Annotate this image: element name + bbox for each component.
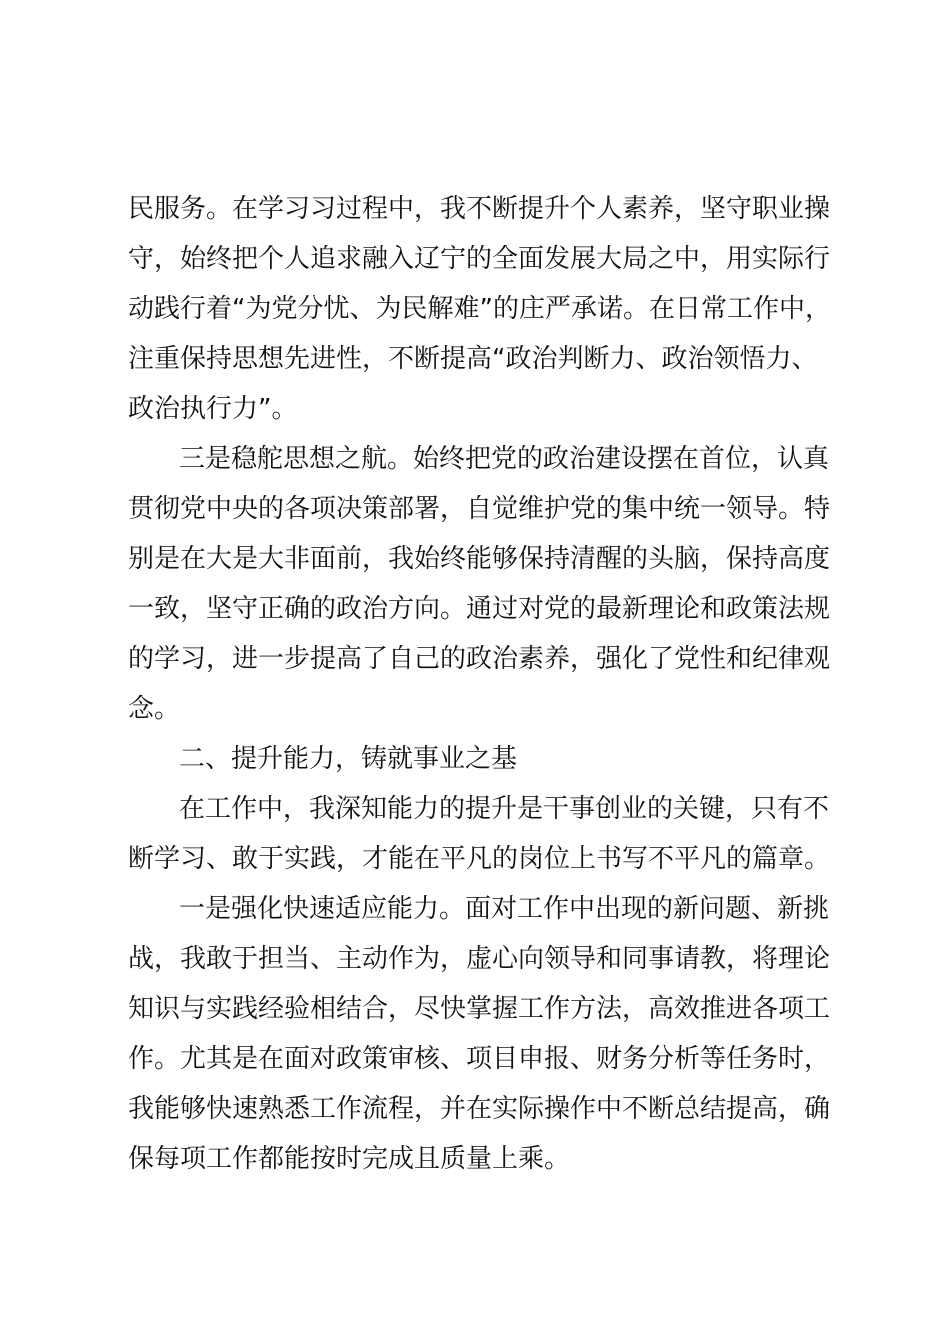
text-line: 注重保持思想先进性，不断提高“政治判断力、政治领悟力、: [128, 344, 818, 374]
text-line: 动践行着“为党分忧、为民解难”的庄严承诺。在日常工作中，: [128, 294, 831, 324]
text-line: 断学习、敢于实践，才能在平凡的岗位上书写不平凡的篇章。: [128, 844, 831, 874]
text-line: 作。尤其是在面对政策审核、项目申报、财务分析等任务时，: [128, 1044, 831, 1074]
document-body: [128, 184, 831, 1184]
paragraph: [128, 184, 831, 434]
text-line: 守，始终把个人追求融入辽宁的全面发展大局之中，用实际行: [128, 244, 831, 274]
paragraph: [128, 434, 831, 734]
text-line: 战，我敢于担当、主动作为，虚心向领导和同事请教，将理论: [128, 944, 831, 974]
text-line: 一是强化快速适应能力。面对工作中出现的新问题、新挑: [179, 894, 830, 924]
heading-line: 二、提升能力，铸就事业之基: [179, 744, 518, 774]
paragraph: [128, 784, 831, 884]
text-line: 知识与实践经验相结合，尽快掌握工作方法，高效推进各项工: [128, 994, 831, 1024]
text-line: 一致，坚守正确的政治方向。通过对党的最新理论和政策法规: [128, 594, 831, 624]
text-line: 保每项工作都能按时完成且质量上乘。: [128, 1144, 571, 1174]
text-line: 的学习，进一步提高了自己的政治素养，强化了党性和纪律观: [128, 644, 831, 674]
text-line: 政治执行力”。: [128, 394, 298, 424]
text-line: 别是在大是大非面前，我始终能够保持清醒的头脑，保持高度: [128, 544, 831, 574]
text-line: 我能够快速熟悉工作流程，并在实际操作中不断总结提高，确: [128, 1094, 831, 1124]
text-line: 三是稳舵思想之航。始终把党的政治建设摆在首位，认真: [179, 444, 830, 474]
section-heading: [128, 734, 828, 784]
text-line: 念。: [128, 694, 181, 724]
text-line: 贯彻党中央的各项决策部署，自觉维护党的集中统一领导。特: [128, 494, 831, 524]
text-line: 在工作中，我深知能力的提升是干事创业的关键，只有不: [179, 794, 830, 824]
text-line: 民服务。在学习习过程中，我不断提升个人素养，坚守职业操: [128, 194, 831, 224]
paragraph: [128, 884, 831, 1184]
